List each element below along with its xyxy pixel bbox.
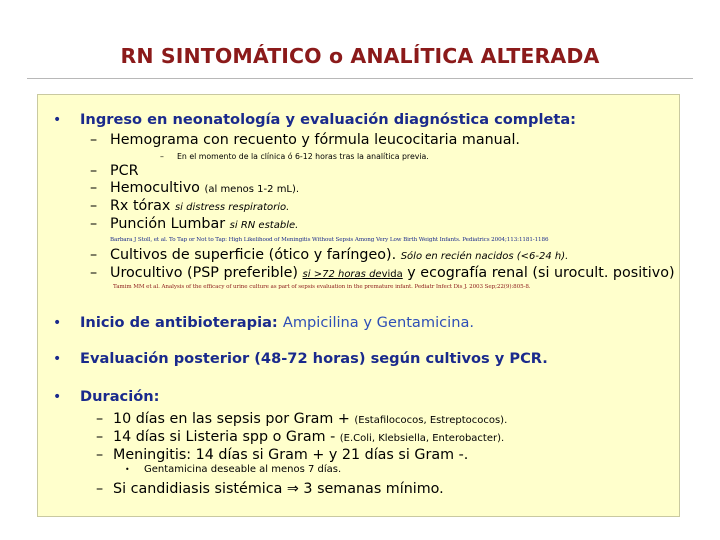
reference-tamim: Tamim MM et al. Analysis of the efficacy of urine culture as part of sepsis evaluation in the premature infant. Pediatr Infect Dis J. 2003 Sep;22(9):805-8. bbox=[113, 284, 531, 290]
small-bullet-d3: • bbox=[125, 465, 130, 474]
inicio-label: Inicio de antibioterapia: bbox=[80, 314, 278, 331]
note-hemograma: En el momento de la clínica ó 6-12 horas tras la analítica previa. bbox=[177, 152, 429, 161]
hemocultivo-label: Hemocultivo bbox=[110, 180, 200, 196]
urocultivo-condition: si >72 horas de bbox=[302, 269, 382, 280]
item-puncion bbox=[110, 216, 298, 232]
note-d3: Gentamicina deseable al menos 7 días. bbox=[144, 464, 342, 475]
item-rx bbox=[110, 198, 289, 214]
heading-duracion: Duración: bbox=[80, 388, 160, 405]
dash-pcr: – bbox=[90, 163, 98, 179]
dash-cultivos: – bbox=[90, 247, 98, 263]
bullet-ingreso: • bbox=[53, 112, 62, 128]
d2-label: 14 días si Listeria spp o Gram - bbox=[113, 429, 336, 445]
rx-note: si distress respiratorio. bbox=[174, 202, 290, 213]
d4-label: Si candidiasis sistémica bbox=[113, 481, 283, 497]
inicio-drugs: Ampicilina y Gentamicina. bbox=[282, 314, 475, 331]
dash-puncion: – bbox=[90, 216, 98, 232]
cultivos-note: Sólo en recién nacidos (<6-24 h). bbox=[400, 251, 569, 262]
d2-note: (E.Coli, Klebsiella, Enterobacter). bbox=[339, 433, 505, 444]
heading-evaluacion: Evaluación posterior (48-72 horas) según cultivos y PCR. bbox=[80, 350, 548, 367]
d1-note: (Estafilococos, Estreptococos). bbox=[354, 415, 508, 426]
dash-rx: – bbox=[90, 198, 98, 214]
page-title: RN SINTOMÁTICO o ANALÍTICA ALTERADA bbox=[120, 44, 600, 68]
d4-duration: 3 semanas mínimo. bbox=[303, 481, 444, 497]
cultivos-label: Cultivos de superficie (ótico y faríngeo). bbox=[110, 247, 397, 263]
urocultivo-label: Urocultivo (PSP preferible) bbox=[110, 265, 298, 281]
dash-urocultivo: – bbox=[90, 265, 98, 281]
item-urocultivo bbox=[110, 265, 675, 281]
item-d4 bbox=[113, 481, 444, 497]
hemocultivo-note: (al menos 1-2 mL). bbox=[204, 184, 300, 195]
item-pcr: PCR bbox=[110, 163, 139, 179]
reference-stoll: Barbara J Stoll, et al. To Tap or Not to Tap: High Likelihood of Meningitis Without Sepsis Among Very Low Birth Weight Infants. Pediatrics 2004;113:1181-1186 bbox=[110, 237, 549, 243]
puncion-label: Punción Lumbar bbox=[110, 216, 226, 232]
item-hemocultivo bbox=[110, 180, 299, 196]
bullet-evaluacion: • bbox=[53, 351, 62, 367]
d1-label: 10 días en las sepsis por Gram + bbox=[113, 411, 350, 427]
title-divider bbox=[27, 78, 693, 79]
heading-ingreso: Ingreso en neonatología y evaluación diagnóstica completa: bbox=[80, 111, 577, 128]
implies-arrow-icon: ⇒ bbox=[286, 481, 299, 497]
bullet-inicio: • bbox=[53, 315, 62, 331]
dash-hemocultivo: – bbox=[90, 180, 98, 196]
item-d3: Meningitis: 14 días si Gram + y 21 días si Gram -. bbox=[113, 447, 469, 463]
rx-label: Rx tórax bbox=[110, 198, 171, 214]
item-hemograma: Hemograma con recuento y fórmula leucocitaria manual. bbox=[110, 132, 520, 148]
urocultivo-vida: vida bbox=[381, 269, 403, 280]
dash-d4: – bbox=[96, 481, 104, 497]
item-d2 bbox=[113, 429, 504, 445]
item-cultivos bbox=[110, 247, 568, 263]
dash-d2: – bbox=[96, 429, 104, 445]
dash-hemograma-note: – bbox=[160, 152, 164, 161]
bullet-duracion: • bbox=[53, 389, 62, 405]
item-d1 bbox=[113, 411, 507, 427]
heading-inicio bbox=[80, 314, 474, 331]
urocultivo-eco: y ecografía renal (si urocult. positivo) bbox=[407, 265, 675, 281]
dash-d1: – bbox=[96, 411, 104, 427]
dash-hemograma: – bbox=[90, 132, 98, 148]
dash-d3: – bbox=[96, 447, 104, 463]
puncion-note: si RN estable. bbox=[229, 220, 299, 231]
content-box bbox=[37, 94, 680, 517]
